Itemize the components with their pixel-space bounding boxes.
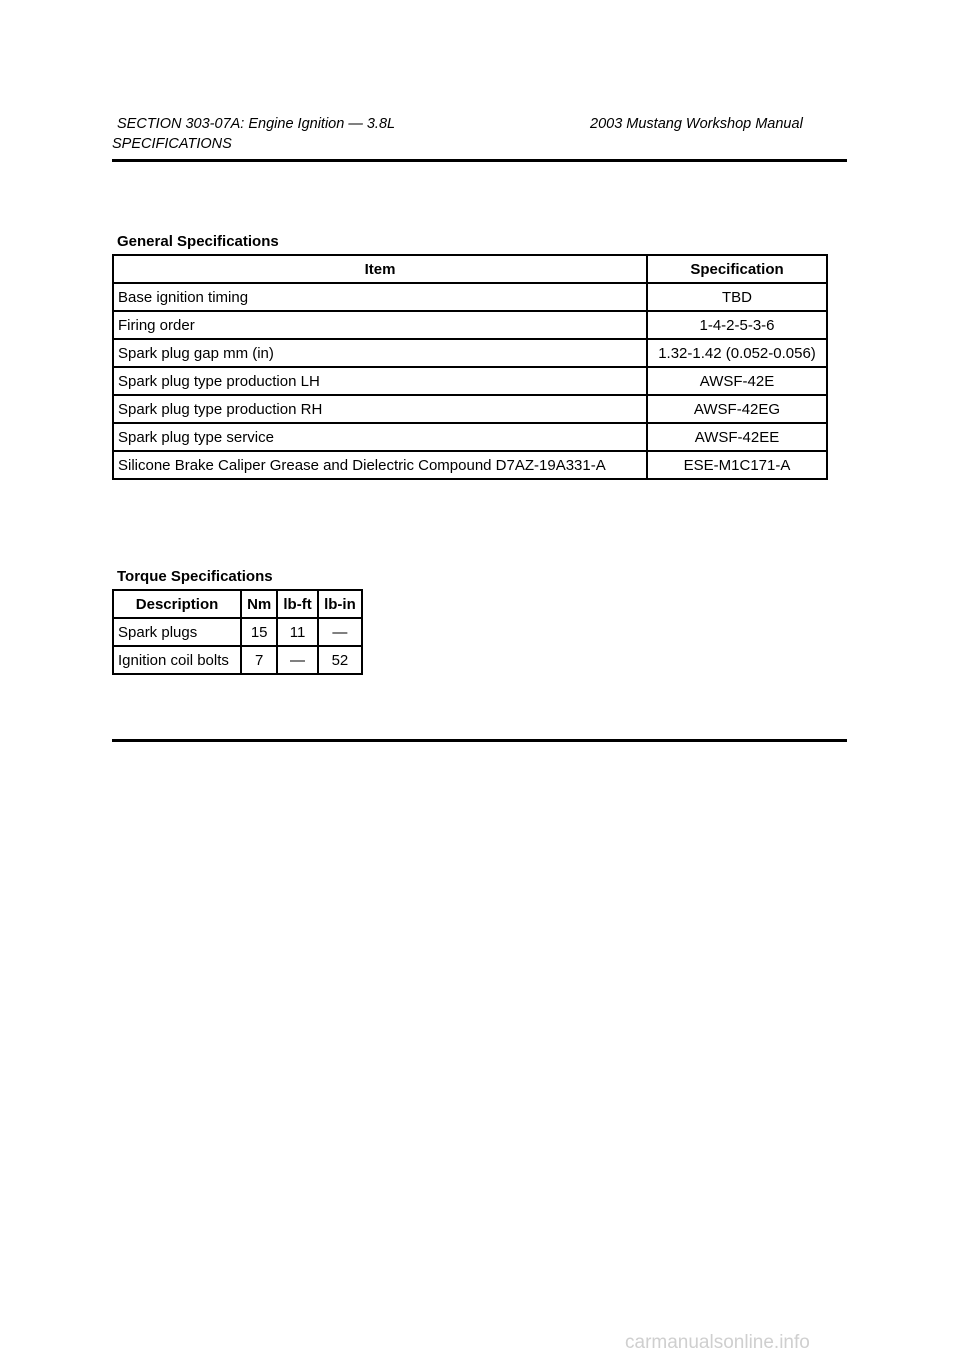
watermark-text: carmanualsonline.info <box>625 1332 810 1353</box>
item-cell: Spark plug type service <box>113 423 647 451</box>
torque-specifications-table <box>112 589 363 675</box>
item-cell: Spark plug type production LH <box>113 367 647 395</box>
table-header-row <box>113 590 362 618</box>
specification-cell: 1.32-1.42 (0.052-0.056) <box>647 339 827 367</box>
lb-ft-cell: 11 <box>277 618 318 646</box>
table-row <box>113 423 827 451</box>
description-cell: Spark plugs <box>113 618 241 646</box>
lb-ft-cell: — <box>277 646 318 674</box>
specification-cell: 1-4-2-5-3-6 <box>647 311 827 339</box>
header-rule <box>112 159 847 162</box>
specification-cell: AWSF-42EG <box>647 395 827 423</box>
specification-cell: AWSF-42E <box>647 367 827 395</box>
item-cell: Silicone Brake Caliper Grease and Dielectric Compound D7AZ-19A331-A <box>113 451 647 479</box>
column-header-lb-ft: lb-ft <box>277 590 318 618</box>
table-row <box>113 451 827 479</box>
table-row <box>113 367 827 395</box>
section-title: SECTION 303-07A: Engine Ignition — 3.8L <box>117 116 396 132</box>
manual-title: 2003 Mustang Workshop Manual <box>590 116 803 132</box>
general-specifications-title: General Specifications <box>117 233 279 250</box>
table-header-row <box>113 255 827 283</box>
page-subtitle: SPECIFICATIONS <box>112 136 232 152</box>
item-cell: Spark plug gap mm (in) <box>113 339 647 367</box>
column-header-specification: Specification <box>647 255 827 283</box>
column-header-nm: Nm <box>241 590 277 618</box>
footer-rule <box>112 739 847 742</box>
table-row <box>113 283 827 311</box>
item-cell: Firing order <box>113 311 647 339</box>
item-cell: Base ignition timing <box>113 283 647 311</box>
nm-cell: 7 <box>241 646 277 674</box>
table-row <box>113 339 827 367</box>
item-cell: Spark plug type production RH <box>113 395 647 423</box>
lb-in-cell: 52 <box>318 646 362 674</box>
table-row <box>113 618 362 646</box>
nm-cell: 15 <box>241 618 277 646</box>
general-specifications-table <box>112 254 828 480</box>
column-header-item: Item <box>113 255 647 283</box>
specification-cell: TBD <box>647 283 827 311</box>
specification-cell: ESE-M1C171-A <box>647 451 827 479</box>
lb-in-cell: — <box>318 618 362 646</box>
description-cell: Ignition coil bolts <box>113 646 241 674</box>
table-row <box>113 395 827 423</box>
torque-specifications-title: Torque Specifications <box>117 568 273 585</box>
column-header-lb-in: lb-in <box>318 590 362 618</box>
column-header-description: Description <box>113 590 241 618</box>
specification-cell: AWSF-42EE <box>647 423 827 451</box>
table-row <box>113 646 362 674</box>
table-row <box>113 311 827 339</box>
